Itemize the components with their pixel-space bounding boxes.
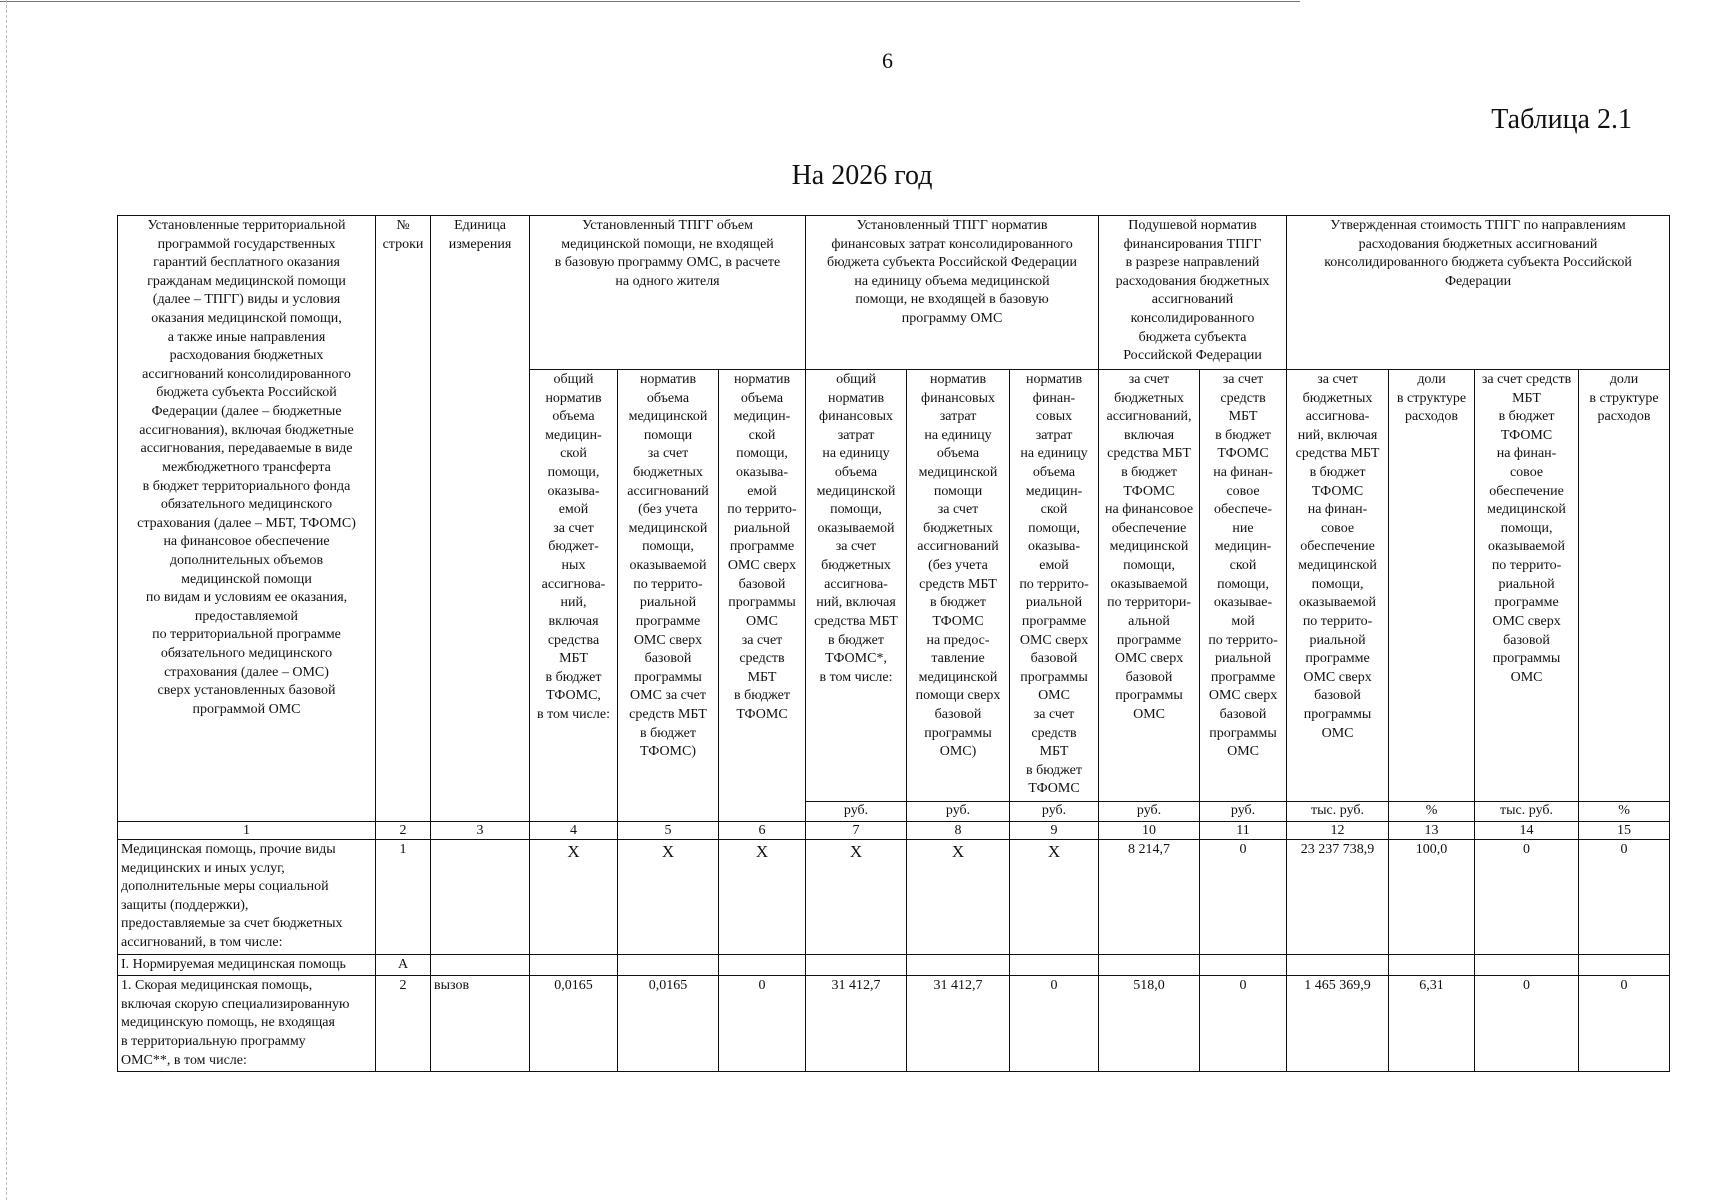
- header-row-1: [118, 216, 1670, 370]
- header-col6: норматив объема медицин- ской помощи, оказыва- емой по террито- риальной программе ОМС сверх базовой программы ОМС за счет средств МБТ в бюджет ТФОМС: [719, 370, 806, 822]
- cell-col7: Х: [806, 840, 907, 955]
- header-col14: за счет средств МБТ в бюджет ТФОМС на финан- совое обеспечение медицинской помощи, оказываемой по террито- риальной программе ОМС сверх базовой программы ОМС: [1475, 370, 1579, 802]
- cell-col6: Х: [719, 840, 806, 955]
- header-col10: за счет бюджетных ассигнований, включая средства МБТ в бюджет ТФОМС на финансовое обеспечение медицинской помощи, оказываемой по территори- альной программе ОМС сверх базовой программы ОМС: [1099, 370, 1200, 802]
- page-number: 6: [882, 48, 893, 73]
- cell-col9: [1010, 954, 1099, 976]
- cell-col15: 0: [1579, 840, 1670, 955]
- cell-col10: 518,0: [1099, 976, 1200, 1072]
- cell-col13: 100,0: [1389, 840, 1475, 955]
- row-unit: [431, 954, 530, 976]
- row-name: 1. Скорая медицинская помощь, включая скорую специализированную медицинскую помощь, не входящая в территориальную программу ОМС**, в том числе:: [118, 976, 376, 1072]
- cell-col12: 23 237 738,9: [1287, 840, 1389, 955]
- cell-col7: [806, 954, 907, 976]
- cell-col12: [1287, 954, 1389, 976]
- header-col11: за счет средств МБТ в бюджет ТФОМС на финан- совое обеспече- ние медицин- ской помощи, оказывае- мой по террито- риальной программе ОМС сверх базовой программы ОМС: [1200, 370, 1287, 802]
- cell-col14: [1475, 954, 1579, 976]
- cell-col10: [1099, 954, 1200, 976]
- cell-col15: [1579, 954, 1670, 976]
- table-label: Таблица 2.1: [1491, 104, 1632, 135]
- unit-col11: руб.: [1200, 802, 1287, 822]
- row-number: А: [376, 954, 431, 976]
- row-number: 1: [376, 840, 431, 955]
- unit-col7: руб.: [806, 802, 907, 822]
- unit-col12: тыс. руб.: [1287, 802, 1389, 822]
- cell-col8: 31 412,7: [907, 976, 1010, 1072]
- row-name: Медицинская помощь, прочие виды медицинских и иных услуг, дополнительные меры социальной защиты (поддержки), предоставляемые за счет бюджетных ассигнований, в том числе:: [118, 840, 376, 955]
- header-group-norm: Установленный ТПГГ норматив финансовых затрат консолидированного бюджета субъекта Российской Федерации на единицу объема медицинской помощи, не входящей в базовую программу ОМС: [806, 216, 1099, 370]
- header-col4: общий норматив объема медицин- ской помощи, оказыва- емой за счет бюджет- ных ассигнова- ний, включая средства МБТ в бюджет ТФОМС, в том числе:: [530, 370, 618, 822]
- column-number: 5: [618, 822, 719, 840]
- header-col13: доли в структуре расходов: [1389, 370, 1475, 802]
- header-col8: норматив финансовых затрат на единицу объема медицинской помощи за счет бюджетных ассигнований (без учета средств МБТ в бюджет ТФОМС на предос- тавление медицинской помощи сверх базовой программы ОМС): [907, 370, 1010, 802]
- column-number: 1: [118, 822, 376, 840]
- cell-col15: 0: [1579, 976, 1670, 1072]
- cell-col10: 8 214,7: [1099, 840, 1200, 955]
- column-number: 9: [1010, 822, 1099, 840]
- column-number: 8: [907, 822, 1010, 840]
- column-number: 13: [1389, 822, 1475, 840]
- year-heading: На 2026 год: [791, 160, 933, 191]
- cell-col13: [1389, 954, 1475, 976]
- cell-col8: [907, 954, 1010, 976]
- cell-col13: 6,31: [1389, 976, 1475, 1072]
- cell-col11: 0: [1200, 976, 1287, 1072]
- header-col9: норматив финан- совых затрат на единицу объема медицин- ской помощи, оказыва- емой по террито- риальной программе ОМС сверх базовой программы ОМС за счет средств МБТ в бюджет ТФОМС: [1010, 370, 1099, 802]
- column-numbers-row: [118, 822, 1670, 840]
- cell-col5: Х: [618, 840, 719, 955]
- header-col3: Единица измерения: [431, 216, 530, 822]
- column-number: 15: [1579, 822, 1670, 840]
- cell-col7: 31 412,7: [806, 976, 907, 1072]
- unit-col10: руб.: [1099, 802, 1200, 822]
- header-col1: Установленные территориальной программой государственных гарантий бесплатного оказания гражданам медицинской помощи (далее – ТПГГ) виды и условия оказания медицинской помощи, а также иные направления расходования бюджетных ассигнований консолидированного бюджета субъекта Российской Федерации (далее – бюджетные ассигнования), включая бюджетные ассигнования, передаваемые в виде межбюджетного трансферта в бюджет территориального фонда обязательного медицинского страхования (далее – МБТ, ТФОМС) на финансовое обеспечение дополнительных объемов медицинской помощи по видам и условиям ее оказания, предоставляемой по территориальной программе обязательного медицинского страхования (далее – ОМС) сверх установленных базовой программой ОМС: [118, 216, 376, 822]
- column-number: 14: [1475, 822, 1579, 840]
- cell-col8: Х: [907, 840, 1010, 955]
- column-number: 7: [806, 822, 907, 840]
- cell-col11: 0: [1200, 840, 1287, 955]
- header-col7: общий норматив финансовых затрат на единицу объема медицинской помощи, оказываемой за счет бюджетных ассигнова- ний, включая средства МБТ в бюджет ТФОМС*, в том числе:: [806, 370, 907, 802]
- header-group-volume: Установленный ТПГГ объем медицинской помощи, не входящей в базовую программу ОМС, в расчете на одного жителя: [530, 216, 806, 370]
- cell-col4: [530, 954, 618, 976]
- column-number: 11: [1200, 822, 1287, 840]
- cell-col4: 0,0165: [530, 976, 618, 1072]
- unit-col15: %: [1579, 802, 1670, 822]
- cell-col11: [1200, 954, 1287, 976]
- column-number: 2: [376, 822, 431, 840]
- header-col5: норматив объема медицинской помощи за счет бюджетных ассигнований (без учета медицинской помощи, оказываемой по террито- риальной программе ОМС сверх базовой программы ОМС за счет средств МБТ в бюджет ТФОМС): [618, 370, 719, 822]
- column-number: 6: [719, 822, 806, 840]
- cell-col9: Х: [1010, 840, 1099, 955]
- budget-table: [117, 215, 1670, 1072]
- cell-col9: 0: [1010, 976, 1099, 1072]
- row-name: I. Нормируемая медицинская помощь: [118, 954, 376, 976]
- row-unit: [431, 840, 530, 955]
- cell-col14: 0: [1475, 976, 1579, 1072]
- table-row: [118, 840, 1670, 955]
- header-col15: доли в структуре расходов: [1579, 370, 1670, 802]
- header-col12: за счет бюджетных ассигнова- ний, включая средства МБТ в бюджет ТФОМС на финан- совое обеспечение медицинской помощи, оказываемой по террито- риальной программе ОМС сверх базовой программы ОМС: [1287, 370, 1389, 802]
- cell-col6: [719, 954, 806, 976]
- row-number: 2: [376, 976, 431, 1072]
- cell-col5: [618, 954, 719, 976]
- cell-col12: 1 465 369,9: [1287, 976, 1389, 1072]
- column-number: 10: [1099, 822, 1200, 840]
- scan-edge-line: [0, 1, 1300, 2]
- column-number: 4: [530, 822, 618, 840]
- cell-col4: Х: [530, 840, 618, 955]
- cell-col5: 0,0165: [618, 976, 719, 1072]
- header-col2: № строки: [376, 216, 431, 822]
- unit-col14: тыс. руб.: [1475, 802, 1579, 822]
- unit-col13: %: [1389, 802, 1475, 822]
- cell-col6: 0: [719, 976, 806, 1072]
- table-row: [118, 976, 1670, 1072]
- unit-col8: руб.: [907, 802, 1010, 822]
- header-group-percapita: Подушевой норматив финансирования ТПГГ в разрезе направлений расходования бюджетных ассигнований консолидированного бюджета субъекта Российской Федерации: [1099, 216, 1287, 370]
- header-group-cost: Утвержденная стоимость ТПГГ по направлениям расходования бюджетных ассигнований консолидированного бюджета субъекта Российской Федерации: [1287, 216, 1670, 370]
- table-row: [118, 954, 1670, 976]
- unit-col9: руб.: [1010, 802, 1099, 822]
- row-unit: вызов: [431, 976, 530, 1072]
- cell-col14: 0: [1475, 840, 1579, 955]
- column-number: 12: [1287, 822, 1389, 840]
- column-number: 3: [431, 822, 530, 840]
